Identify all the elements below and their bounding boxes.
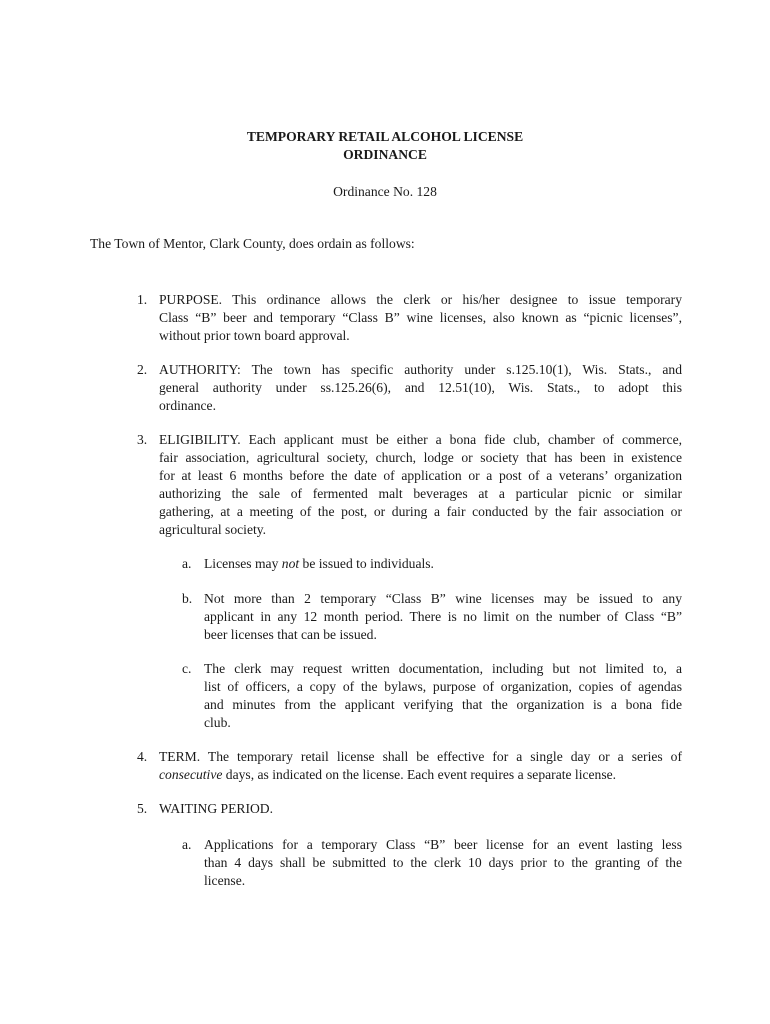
section-eligibility — [137, 431, 682, 539]
section-number: 3. — [137, 432, 148, 447]
section-line: ordinance. — [159, 398, 216, 413]
section-line: without prior town board approval. — [159, 328, 350, 343]
section-number: 5. — [137, 801, 148, 816]
section-body — [159, 431, 682, 539]
section-line: WAITING PERIOD. — [159, 801, 274, 816]
intro-paragraph: The Town of Mentor, Clark County, does ordain as follows: — [90, 236, 415, 251]
subitem-line: list of officers, a copy of the bylaws, purpose of organization, copies of agendas — [204, 679, 682, 694]
section-line: PURPOSE. This ordinance allows the clerk or his/her designee to issue temporary — [159, 292, 682, 307]
subitem-line: club. — [204, 715, 231, 730]
subitem-line: than 4 days shall be submitted to the clerk 10 days prior to the granting of the — [204, 855, 682, 870]
subitem-line: license. — [204, 873, 246, 888]
section-line: AUTHORITY: The town has specific authority under s.125.10(1), Wis. Stats., and — [159, 362, 682, 377]
section-term — [137, 748, 682, 784]
subitem-text: be issued to individuals. — [299, 556, 434, 571]
section-body — [159, 361, 682, 415]
subitem-body — [204, 555, 682, 573]
section-line: authorizing the sale of fermented malt beverages at a particular picnic or similar — [159, 486, 682, 501]
subitem-line: Not more than 2 temporary “Class B” wine licenses may be issued to any — [204, 591, 682, 606]
subitem-a-individuals — [182, 555, 682, 573]
subitem-line: beer licenses that can be issued. — [204, 627, 377, 642]
section-line — [159, 766, 682, 784]
section-body — [159, 291, 682, 345]
section-emphasis: consecutive — [159, 767, 223, 782]
section-line: fair association, agricultural society, church, lodge or society that has been in existence — [159, 450, 682, 465]
subitem-a-beer-application — [182, 836, 682, 890]
section-line: general authority under ss.125.26(6), and 12.51(10), Wis. Stats., to adopt this — [159, 380, 682, 395]
subitem-b-wine-limit — [182, 590, 682, 644]
section-text: days, as indicated on the license. Each event requires a separate license. — [222, 767, 617, 782]
document-title-line1: TEMPORARY RETAIL ALCOHOL LICENSE — [246, 129, 524, 144]
subitem-letter: c. — [182, 661, 192, 676]
section-line: gathering, at a meeting of the post, or during a fair conducted by the fair association or — [159, 504, 682, 519]
ordinance-number: Ordinance No. 128 — [333, 184, 437, 199]
section-number: 2. — [137, 362, 148, 377]
section-authority — [137, 361, 682, 415]
section-line: TERM. The temporary retail license shall be effective for a single day or a series of — [159, 749, 682, 764]
subitem-emphasis: not — [281, 556, 300, 571]
section-line: for at least 6 months before the date of application or a post of a veterans’ organization — [159, 468, 682, 483]
section-body — [159, 800, 682, 818]
section-purpose — [137, 291, 682, 345]
subitem-body — [204, 660, 682, 732]
section-line: agricultural society. — [159, 522, 267, 537]
subitem-line: Applications for a temporary Class “B” beer license for an event lasting less — [204, 837, 682, 852]
subitem-line: and minutes from the applicant verifying that the organization is a bona fide — [204, 697, 682, 712]
subitem-c-documentation — [182, 660, 682, 732]
section-body — [159, 748, 682, 784]
section-line: Class “B” beer and temporary “Class B” wine licenses, also known as “picnic licenses”, — [159, 310, 682, 325]
subitem-letter: a. — [182, 837, 192, 852]
subitem-body — [204, 836, 682, 890]
subitem-line: The clerk may request written documentation, including but not limited to, a — [204, 661, 682, 676]
section-number: 4. — [137, 749, 148, 764]
section-line: ELIGIBILITY. Each applicant must be either a bona fide club, chamber of commerce, — [159, 432, 682, 447]
subitem-body — [204, 590, 682, 644]
subitem-line — [204, 555, 682, 573]
subitem-text: Licenses may — [204, 556, 282, 571]
document-title-line2: ORDINANCE — [343, 147, 427, 162]
subitem-letter: a. — [182, 556, 192, 571]
subitem-letter: b. — [182, 591, 193, 606]
subitem-line: applicant in any 12 month period. There is no limit on the number of Class “B” — [204, 609, 682, 624]
section-waiting-period — [137, 800, 682, 818]
section-number: 1. — [137, 292, 148, 307]
